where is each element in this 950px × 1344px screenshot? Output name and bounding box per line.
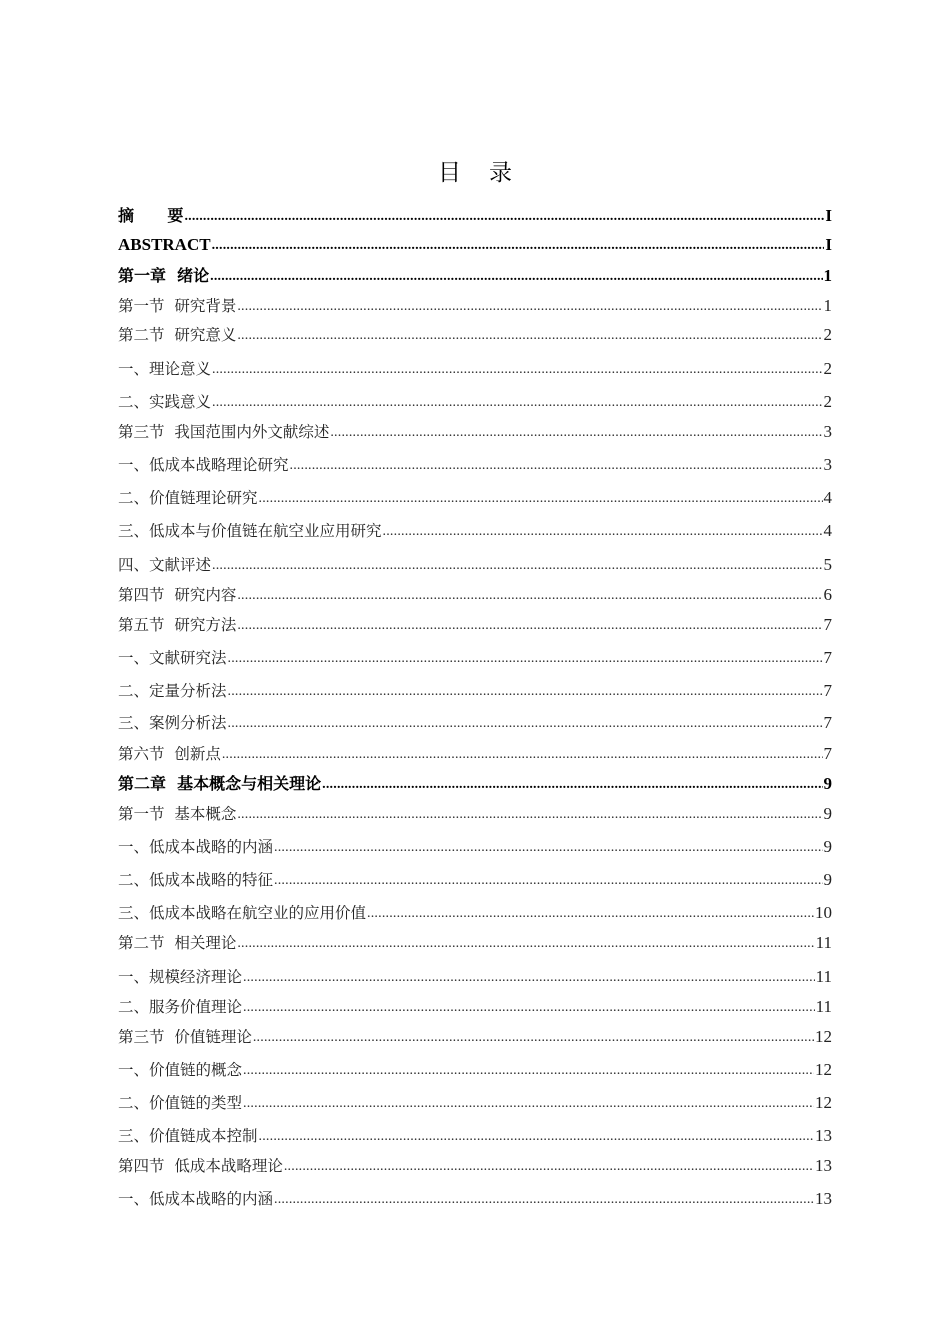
dot-leader xyxy=(383,523,823,541)
dot-leader xyxy=(322,776,822,794)
toc-entry[interactable] xyxy=(118,742,832,764)
toc-entry-label: 第二节 相关理论 xyxy=(118,934,237,952)
toc-entry-label: 一、规模经济理论 xyxy=(118,968,243,986)
toc-entry[interactable] xyxy=(118,420,832,442)
dot-leader xyxy=(237,806,822,824)
toc-entry[interactable] xyxy=(118,901,832,923)
toc-entry-page-number: 7 xyxy=(823,615,832,634)
toc-entry[interactable] xyxy=(118,613,832,635)
toc-entry-label: 二、服务价值理论 xyxy=(118,998,243,1016)
toc-entry-page-number: 7 xyxy=(823,648,832,667)
toc-entry-page-number: 9 xyxy=(823,837,832,856)
toc-entry-page-number: 7 xyxy=(823,681,832,700)
dot-leader xyxy=(274,872,822,890)
dot-leader xyxy=(259,1128,814,1146)
toc-entry-label: 一、理论意义 xyxy=(118,360,212,378)
toc-entry-label: 一、低成本战略的内涵 xyxy=(118,1190,274,1208)
toc-entry-page-number: 3 xyxy=(823,422,832,441)
toc-entry[interactable] xyxy=(118,204,832,226)
dot-leader xyxy=(253,1029,814,1047)
dot-leader xyxy=(228,715,823,733)
toc-entry[interactable] xyxy=(118,1025,832,1047)
toc-entry-label: 四、文献评述 xyxy=(118,556,212,574)
dot-leader xyxy=(237,935,814,953)
toc-entry[interactable] xyxy=(118,931,832,953)
toc-entry-page-number: I xyxy=(825,235,832,254)
toc-entry[interactable] xyxy=(118,1058,832,1080)
toc-entry-label: 第三节 价值链理论 xyxy=(118,1028,252,1046)
toc-entry-page-number: 2 xyxy=(823,392,832,411)
toc-entry-page-number: 5 xyxy=(823,555,832,574)
dot-leader xyxy=(284,1158,814,1176)
toc-entry-page-number: 9 xyxy=(823,804,832,823)
toc-entry-page-number: 1 xyxy=(823,296,832,315)
toc-entry[interactable] xyxy=(118,519,832,541)
toc-entry[interactable] xyxy=(118,1154,832,1176)
toc-entry-label: 第一节 基本概念 xyxy=(118,805,237,823)
toc-entry[interactable] xyxy=(118,679,832,701)
toc-entry[interactable] xyxy=(118,965,832,987)
toc-entry[interactable] xyxy=(118,357,832,379)
toc-entry-page-number: 11 xyxy=(815,997,832,1016)
toc-entry-page-number: 4 xyxy=(823,488,832,507)
toc-entry-label: 第六节 创新点 xyxy=(118,745,221,763)
toc-entry-page-number: 12 xyxy=(815,1027,832,1046)
toc-entry-label: 三、案例分析法 xyxy=(118,714,227,732)
toc-entry-label: 三、低成本战略在航空业的应用价值 xyxy=(118,904,367,922)
toc-entry-page-number: 13 xyxy=(815,1156,832,1175)
toc-entry[interactable] xyxy=(118,1124,832,1146)
toc-entry[interactable] xyxy=(118,486,832,508)
toc-entry-page-number: 10 xyxy=(815,903,832,922)
toc-entry[interactable] xyxy=(118,553,832,575)
toc-entry-page-number: 9 xyxy=(823,774,832,793)
dot-leader xyxy=(330,424,822,442)
dot-leader xyxy=(259,490,823,508)
toc-entry-label: 第三节 我国范围内外文献综述 xyxy=(118,423,330,441)
dot-leader xyxy=(212,394,822,412)
toc-entry-page-number: 12 xyxy=(815,1093,832,1112)
toc-entry-page-number: 3 xyxy=(823,455,832,474)
dot-leader xyxy=(222,746,823,764)
toc-entry[interactable] xyxy=(118,835,832,857)
toc-entry-label: 第四节 低成本战略理论 xyxy=(118,1157,283,1175)
toc-entry-label: 二、价值链的类型 xyxy=(118,1094,243,1112)
toc-entry-label: 第四节 研究内容 xyxy=(118,586,237,604)
dot-leader xyxy=(243,1095,814,1113)
toc-entry[interactable] xyxy=(118,294,832,316)
page-title: 目录 xyxy=(438,160,540,186)
toc-entry[interactable] xyxy=(118,772,832,794)
dot-leader xyxy=(237,327,822,345)
toc-entry[interactable] xyxy=(118,711,832,733)
dot-leader xyxy=(228,650,823,668)
toc-entry-label: 摘 要 xyxy=(118,206,184,225)
dot-leader xyxy=(237,587,822,605)
toc-entry-label: 二、定量分析法 xyxy=(118,682,227,700)
toc-entry-label: 一、低成本战略理论研究 xyxy=(118,456,289,474)
toc-entry[interactable] xyxy=(118,995,832,1017)
toc-entry-label: 三、低成本与价值链在航空业应用研究 xyxy=(118,522,382,540)
toc-entry-page-number: 2 xyxy=(823,359,832,378)
dot-leader xyxy=(212,237,825,255)
toc-entry-label: 第一章 绪论 xyxy=(118,266,210,285)
dot-leader xyxy=(228,683,823,701)
toc-entry-label: 二、实践意义 xyxy=(118,393,212,411)
toc-entry[interactable] xyxy=(118,453,832,475)
toc-entry-label: 三、价值链成本控制 xyxy=(118,1127,258,1145)
toc-entry[interactable] xyxy=(118,264,832,286)
toc-entry-page-number: 11 xyxy=(815,967,832,986)
toc-entry-page-number: 12 xyxy=(815,1060,832,1079)
toc-entry-page-number: 13 xyxy=(815,1126,832,1145)
toc-entry-page-number: 6 xyxy=(823,585,832,604)
dot-leader xyxy=(237,617,822,635)
toc-entry-label: 第二章 基本概念与相关理论 xyxy=(118,774,322,793)
toc-entry-label: 一、低成本战略的内涵 xyxy=(118,838,274,856)
toc-entry-label: 二、低成本战略的特征 xyxy=(118,871,274,889)
toc-entry-label: 一、价值链的概念 xyxy=(118,1061,243,1079)
toc-entry-page-number: 9 xyxy=(823,870,832,889)
dot-leader xyxy=(237,298,822,316)
toc-entry-label: 第一节 研究背景 xyxy=(118,297,237,315)
toc-entry-page-number: 7 xyxy=(823,744,832,763)
toc-entry[interactable] xyxy=(118,583,832,605)
toc-entry[interactable] xyxy=(118,233,832,255)
dot-leader xyxy=(243,999,815,1017)
dot-leader xyxy=(184,208,824,226)
dot-leader xyxy=(243,969,815,987)
toc-entry-page-number: 7 xyxy=(823,713,832,732)
toc-entry-page-number: 4 xyxy=(823,521,832,540)
dot-leader xyxy=(210,268,822,286)
dot-leader xyxy=(212,557,822,575)
toc-entry[interactable] xyxy=(118,390,832,412)
toc-entry-page-number: 1 xyxy=(823,266,832,285)
toc-entry-page-number: I xyxy=(825,206,832,225)
toc-entry-page-number: 13 xyxy=(815,1189,832,1208)
dot-leader xyxy=(212,361,822,379)
toc-entry-page-number: 11 xyxy=(815,933,832,952)
toc-entry[interactable] xyxy=(118,868,832,890)
toc-entry[interactable] xyxy=(118,323,832,345)
toc-entry-label: 第二节 研究意义 xyxy=(118,326,237,344)
toc-entry-label: 一、文献研究法 xyxy=(118,649,227,667)
dot-leader xyxy=(274,1191,814,1209)
toc-entry[interactable] xyxy=(118,1187,832,1209)
dot-leader xyxy=(367,905,814,923)
dot-leader xyxy=(243,1062,814,1080)
dot-leader xyxy=(290,457,823,475)
toc-entry[interactable] xyxy=(118,1091,832,1113)
toc-entry-label: 二、价值链理论研究 xyxy=(118,489,258,507)
toc-entry[interactable] xyxy=(118,646,832,668)
dot-leader xyxy=(274,839,822,857)
toc-entry[interactable] xyxy=(118,802,832,824)
toc-entry-page-number: 2 xyxy=(823,325,832,344)
toc-entry-label: ABSTRACT xyxy=(118,235,211,254)
toc-entry-label: 第五节 研究方法 xyxy=(118,616,237,634)
